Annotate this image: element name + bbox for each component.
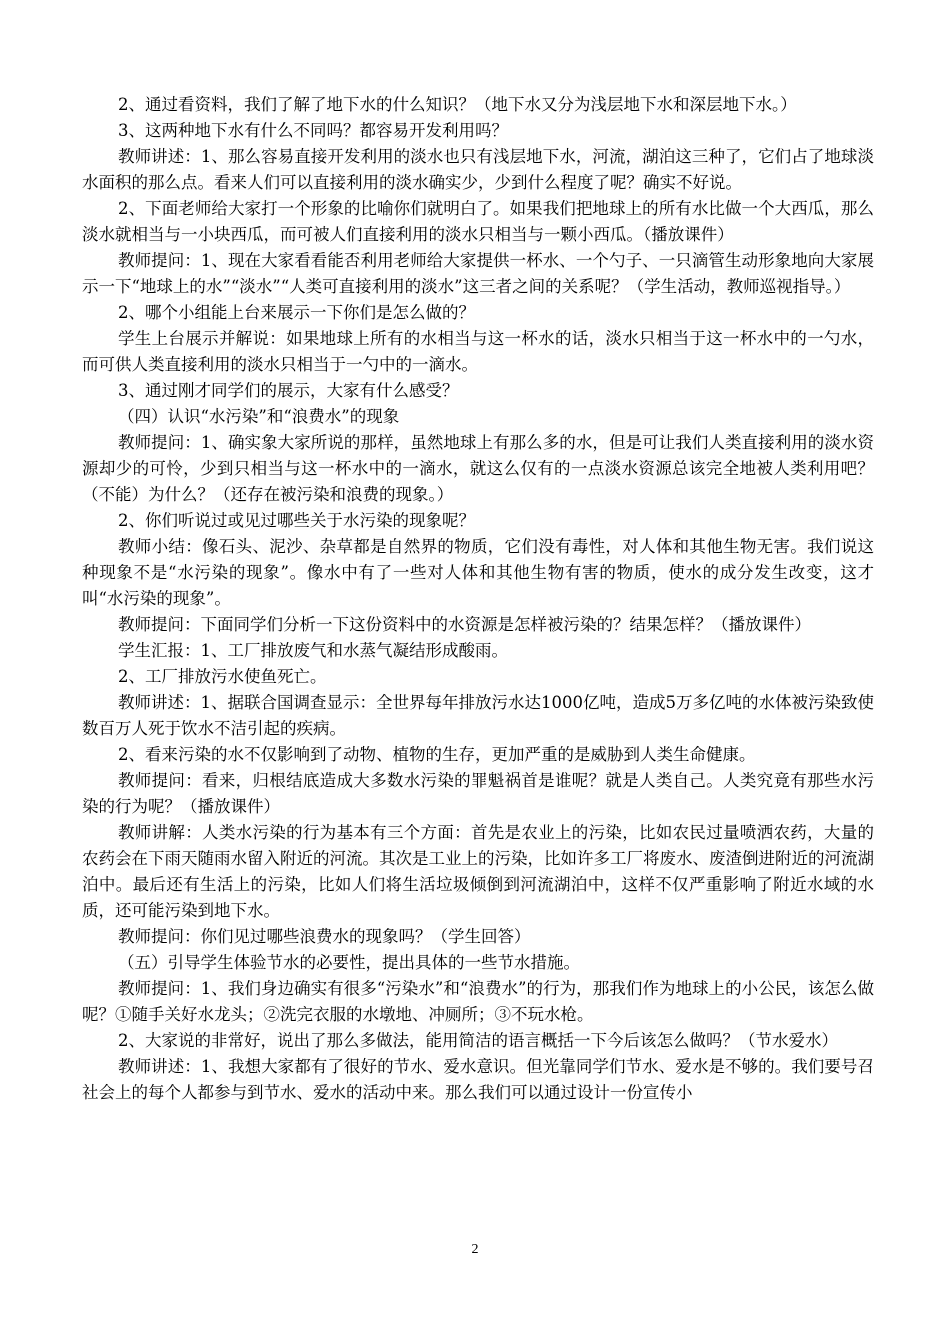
section-heading: （五）引导学生体验节水的必要性，提出具体的一些节水措施。	[118, 953, 580, 972]
paragraph: 教师提问：1、确实象大家所说的那样，虽然地球上有那么多的水，但是可让我们人类直接利用的淡水资源却少的可怜，少到只相当与这一杯水中的一滴水，就这么仅有的一点淡水资源总该完全地被人类利用吧？（不能）为什么？（还存在被污染和浪费的现象。）	[82, 433, 874, 504]
paragraph: 教师提问：1、现在大家看看能否利用老师给大家提供一杯水、一个勺子、一只滴管生动形象地向大家展示一下“地球上的水”“淡水”“人类可直接利用的淡水”这三者之间的关系呢？（学生活动，教师巡视指导。）	[82, 251, 874, 296]
paragraph: 2、通过看资料，我们了解了地下水的什么知识？（地下水又分为浅层地下水和深层地下水。）	[118, 95, 797, 114]
paragraph: 教师提问：看来，归根结底造成大多数水污染的罪魁祸首是谁呢？就是人类自己。人类究竟有那些水污染的行为呢？（播放课件）	[82, 771, 874, 816]
paragraph: 学生汇报：1、工厂排放废气和水蒸气凝结形成酸雨。	[118, 641, 508, 660]
page-number: 2	[471, 1242, 479, 1257]
paragraph: 教师讲解：人类水污染的行为基本有三个方面：首先是农业上的污染，比如农民过量喷洒农药，大量的农药会在下雨天随雨水留入附近的河流。其次是工业上的污染，比如许多工厂将废水、废渣倒进附近的河流湖泊中。最后还有生活上的污染，比如人们将生活垃圾倾倒到河流湖泊中，这样不仅严重影响了附近水域的水质，还可能污染到地下水。	[82, 823, 874, 920]
paragraph: 3、这两种地下水有什么不同吗？都容易开发利用吗？	[118, 121, 508, 140]
paragraph: 教师提问：下面同学们分析一下这份资料中的水资源是怎样被污染的？结果怎样？（播放课件）	[118, 615, 811, 634]
paragraph: 2、哪个小组能上台来展示一下你们是怎么做的？	[118, 303, 475, 322]
paragraph: 2、大家说的非常好，说出了那么多做法，能用简洁的语言概括一下今后该怎么做吗？（节水爱水）	[118, 1031, 838, 1050]
paragraph: 学生上台展示并解说：如果地球上所有的水相当与这一杯水的话，淡水只相当于这一杯水中的一勺水，而可供人类直接利用的淡水只相当于一勺中的一滴水。	[82, 329, 874, 374]
paragraph: 教师小结：像石头、泥沙、杂草都是自然界的物质，它们没有毒性，对人体和其他生物无害。我们说这种现象不是“水污染的现象”。像水中有了一些对人体和其他生物有害的物质，使水的成分发生改变，这才叫“水污染的现象”。	[82, 537, 874, 608]
paragraph: 教师讲述：1、那么容易直接开发利用的淡水也只有浅层地下水，河流，湖泊这三种了，它们占了地球淡水面积的那么点。看来人们可以直接利用的淡水确实少，少到什么程度了呢？确实不好说。	[82, 147, 874, 192]
paragraph: 2、下面老师给大家打一个形象的比喻你们就明白了。如果我们把地球上的所有水比做一个大西瓜，那么淡水就相当与一小块西瓜，而可被人们直接利用的淡水只相当与一颗小西瓜。（播放课件）	[82, 199, 874, 244]
paragraph: 教师提问：1、我们身边确实有很多“污染水”和“浪费水”的行为，那我们作为地球上的小公民，该怎么做呢？①随手关好水龙头；②洗完衣服的水墩地、冲厕所；③不玩水枪。	[82, 979, 874, 1024]
paragraph: 2、你们听说过或见过哪些关于水污染的现象呢？	[118, 511, 475, 530]
document-body	[82, 92, 874, 1106]
section-heading: （四）认识“水污染”和“浪费水”的现象	[118, 407, 400, 426]
paragraph: 教师提问：你们见过哪些浪费水的现象吗？（学生回答）	[118, 927, 531, 946]
paragraph: 教师讲述：1、我想大家都有了很好的节水、爱水意识。但光靠同学们节水、爱水是不够的。我们要号召社会上的每个人都参与到节水、爱水的活动中来。那么我们可以通过设计一份宣传小	[82, 1057, 874, 1102]
paragraph: 2、看来污染的水不仅影响到了动物、植物的生存，更加严重的是威胁到人类生命健康。	[118, 745, 756, 764]
paragraph: 2、工厂排放污水使鱼死亡。	[118, 667, 327, 686]
paragraph: 教师讲述：1、据联合国调查显示：全世界每年排放污水达1000亿吨，造成5万多亿吨的水体被污染致使数百万人死于饮水不洁引起的疾病。	[82, 693, 874, 738]
paragraph: 3、通过刚才同学们的展示，大家有什么感受？	[118, 381, 459, 400]
